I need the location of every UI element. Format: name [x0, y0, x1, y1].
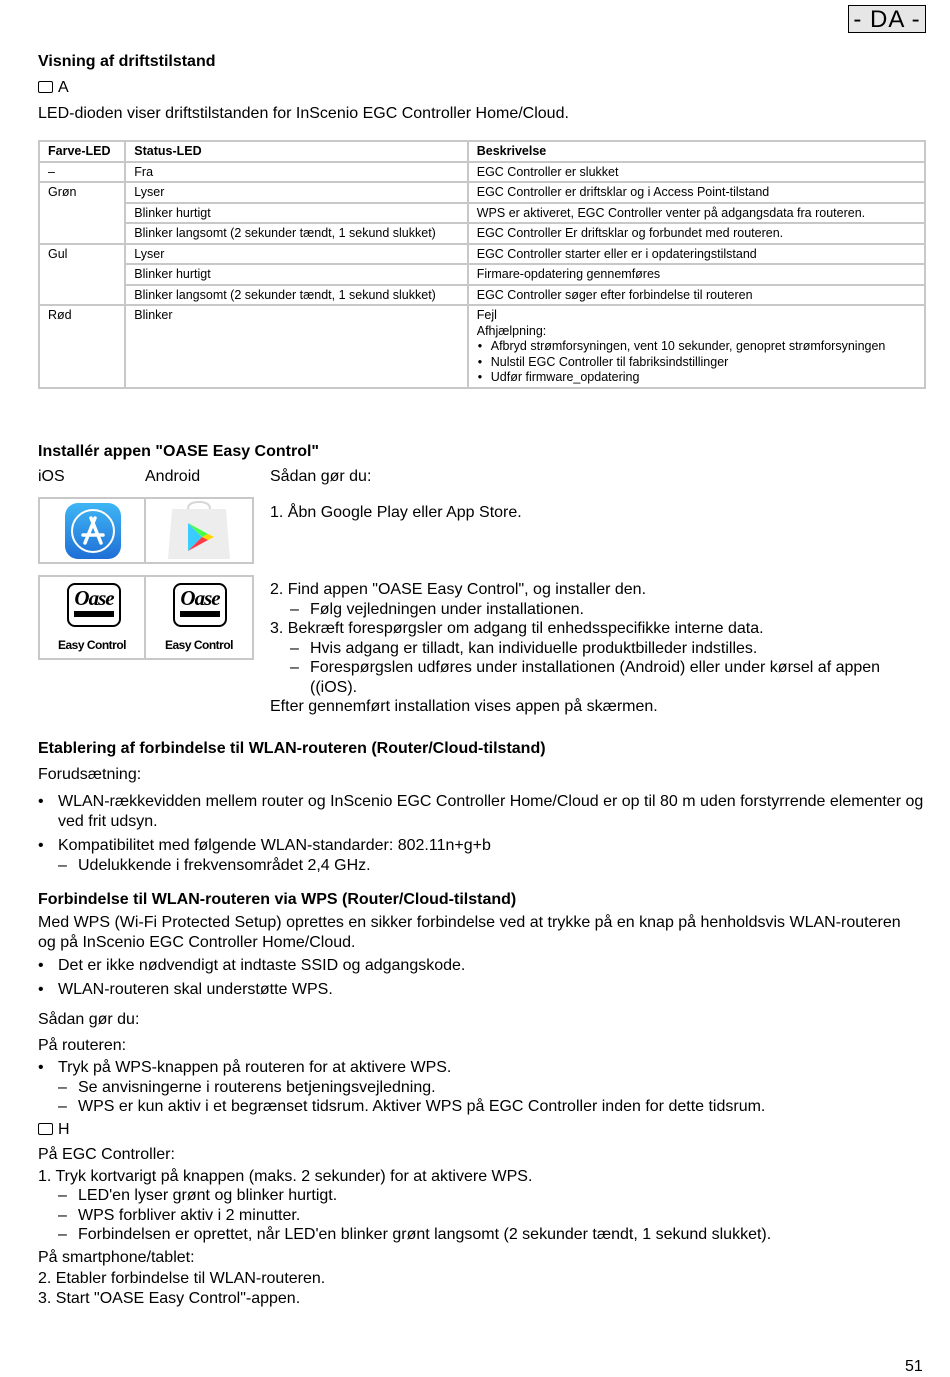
cell-status: Lyser: [125, 182, 467, 203]
header-color-led: Farve-LED: [39, 141, 125, 162]
cell-color: Rød: [39, 305, 125, 388]
cell-description: WPS er aktiveret, EGC Controller venter på adgangsdata fra routeren.: [468, 203, 925, 224]
header-description: Beskrivelse: [468, 141, 925, 162]
remedy-list: [477, 339, 916, 386]
egc-step-1: 1. Tryk kortvarigt på knappen (maks. 2 sekunder) for at aktivere WPS.: [38, 1167, 533, 1185]
cell-status: Blinker: [125, 305, 467, 388]
table-row: [39, 285, 925, 306]
cell-description: [468, 305, 925, 388]
table-row: [39, 162, 925, 183]
cell-description: EGC Controller er driftsklar og i Access Point-tilstand: [468, 182, 925, 203]
phone-label: På smartphone/tablet:: [38, 1248, 195, 1266]
section-title-wps: Forbindelse til WLAN-routeren via WPS (Router/Cloud-tilstand): [38, 891, 517, 908]
prerequisite-label: Forudsætning:: [38, 766, 142, 783]
cell-description: EGC Controller Er driftsklar og forbundet med routeren.: [468, 223, 925, 244]
figure-reference: [38, 78, 69, 98]
section-title-wlan-connection: Etablering af forbindelse til WLAN-routeren (Router/Cloud-tilstand): [38, 740, 546, 757]
list-subitem: – Udelukkende i frekvensområdet 2,4 GHz.: [58, 856, 928, 876]
list-item: • Afbryd strømforsyningen, vent 10 sekunder, genopret strømforsyningen: [491, 339, 916, 355]
install-step-2: 2. Find appen "OASE Easy Control", og installer den.: [270, 581, 647, 598]
wps-content: [38, 913, 903, 1308]
cell-status: Blinker hurtigt: [125, 264, 467, 285]
table-row: [39, 203, 925, 224]
install-step-2-sub: – Følg vejledningen under installationen.: [290, 600, 920, 620]
cell-color: Gul: [39, 244, 125, 265]
section-title-install-app: Installér appen "OASE Easy Control": [38, 443, 320, 460]
google-play-icon: [146, 499, 252, 562]
page-number: 51: [905, 1358, 923, 1375]
how-to-label: Sådan gør du:: [38, 1011, 140, 1028]
cell-color: [39, 203, 125, 224]
led-status-table: [38, 140, 926, 389]
list-subitem: – WPS forbliver aktiv i 2 minutter.: [58, 1206, 903, 1226]
cell-status: Blinker langsomt (2 sekunder tændt, 1 sekund slukket): [125, 223, 467, 244]
list-item: • Nulstil EGC Controller til fabriksindstillinger: [491, 355, 916, 371]
remedy-label: Afhjælpning:: [476, 323, 547, 338]
list-subitem: – Forbindelsen er oprettet, når LED'en blinker grønt langsomt (2 sekunder tændt, 1 sekund slukket).: [58, 1225, 903, 1245]
cell-status: Lyser: [125, 244, 467, 265]
table-row: [39, 244, 925, 265]
easy-control-label: Easy Control: [164, 638, 233, 652]
cell-description: EGC Controller er slukket: [468, 162, 925, 183]
table-row: [39, 305, 925, 388]
book-icon: [38, 1123, 53, 1135]
language-badge: - DA -: [848, 5, 926, 33]
router-label: På routeren:: [38, 1036, 127, 1054]
column-label-ios: iOS: [38, 468, 65, 485]
list-item: • Udfør firmware_opdatering: [491, 370, 916, 386]
install-step-3: 3. Bekræft forespørgsler om adgang til enhedsspecifikke interne data.: [270, 620, 764, 637]
install-result: Efter gennemført installation vises appen på skærmen.: [270, 698, 658, 715]
easy-control-label: Easy Control: [57, 638, 126, 652]
oase-app-box-android: [144, 575, 254, 660]
list-subitem: – WPS er kun aktiv i et begrænset tidsrum. Aktiver WPS på EGC Controller inden for dette tidsrum.: [58, 1097, 903, 1117]
wps-intro: Med WPS (Wi-Fi Protected Setup) oprettes en sikker forbindelse ved at trykke på en knap på henholdsvis WLAN-routeren og på InScenio EGC Controller Home/Cloud.: [38, 914, 901, 951]
section-title-operating-state: Visning af driftstilstand: [38, 53, 216, 70]
table-row: [39, 182, 925, 203]
section-intro: LED-dioden viser driftstilstanden for InScenio EGC Controller Home/Cloud.: [38, 105, 569, 122]
column-label-android: Android: [145, 468, 201, 485]
book-icon: [38, 81, 53, 93]
cell-status: Blinker hurtigt: [125, 203, 467, 224]
cell-color: [39, 285, 125, 306]
figure-letter: A: [58, 79, 69, 96]
list-item: • Det er ikke nødvendigt at indtaste SSID og adgangskode.: [38, 956, 903, 976]
cell-description: EGC Controller søger efter forbindelse til routeren: [468, 285, 925, 306]
list-subitem: – LED'en lyser grønt og blinker hurtigt.: [58, 1186, 903, 1206]
list-item: • WLAN-rækkevidden mellem router og InScenio EGC Controller Home/Cloud er op til 80 m uden forstyrrende elementer og ved frit udsyn.: [38, 792, 928, 831]
install-step-3-sub-2: – Forespørgslen udføres under installationen (Android) eller under kørsel af appen ((iOS).: [290, 658, 920, 697]
how-to-label: Sådan gør du:: [270, 468, 372, 485]
cell-color: –: [39, 162, 125, 183]
oase-app-box-ios: [38, 575, 146, 660]
cell-color: [39, 264, 125, 285]
install-step-1: 1. Åbn Google Play eller App Store.: [270, 504, 522, 521]
cell-color: Grøn: [39, 182, 125, 203]
egc-label: På EGC Controller:: [38, 1146, 175, 1163]
app-store-icon: [40, 499, 144, 562]
oase-logo-icon: Oase: [173, 583, 227, 627]
table-row: [39, 223, 925, 244]
cell-color: [39, 223, 125, 244]
header-status-led: Status-LED: [125, 141, 467, 162]
cell-status: Blinker langsomt (2 sekunder tændt, 1 sekund slukket): [125, 285, 467, 306]
list-item: • Tryk på WPS-knappen på routeren for at aktivere WPS.: [38, 1058, 903, 1078]
list-item: • Kompatibilitet med følgende WLAN-standarder: 802.11n+g+b: [38, 836, 928, 856]
list-item: • WLAN-routeren skal understøtte WPS.: [38, 980, 903, 1000]
install-steps: [270, 580, 920, 717]
cell-description: EGC Controller starter eller er i opdateringstilstand: [468, 244, 925, 265]
fault-label: Fejl: [476, 308, 497, 322]
cell-description: Firmare-opdatering gennemføres: [468, 264, 925, 285]
table-row: [39, 264, 925, 285]
figure-reference: [38, 1120, 903, 1140]
cell-status: Fra: [125, 162, 467, 183]
phone-step-3: 3. Start "OASE Easy Control"-appen.: [38, 1289, 301, 1307]
list-subitem: – Se anvisningerne i routerens betjeningsvejledning.: [58, 1078, 903, 1098]
oase-logo-icon: Oase: [67, 583, 121, 627]
install-step-3-sub-1: – Hvis adgang er tilladt, kan individuelle produktbilleder indstilles.: [290, 639, 920, 659]
table-header-row: [39, 141, 925, 162]
phone-step-2: 2. Etabler forbindelse til WLAN-routeren.: [38, 1270, 326, 1287]
google-play-box: [144, 497, 254, 564]
prerequisite-list: [38, 792, 928, 875]
app-store-box: [38, 497, 146, 564]
figure-letter: H: [58, 1120, 70, 1138]
